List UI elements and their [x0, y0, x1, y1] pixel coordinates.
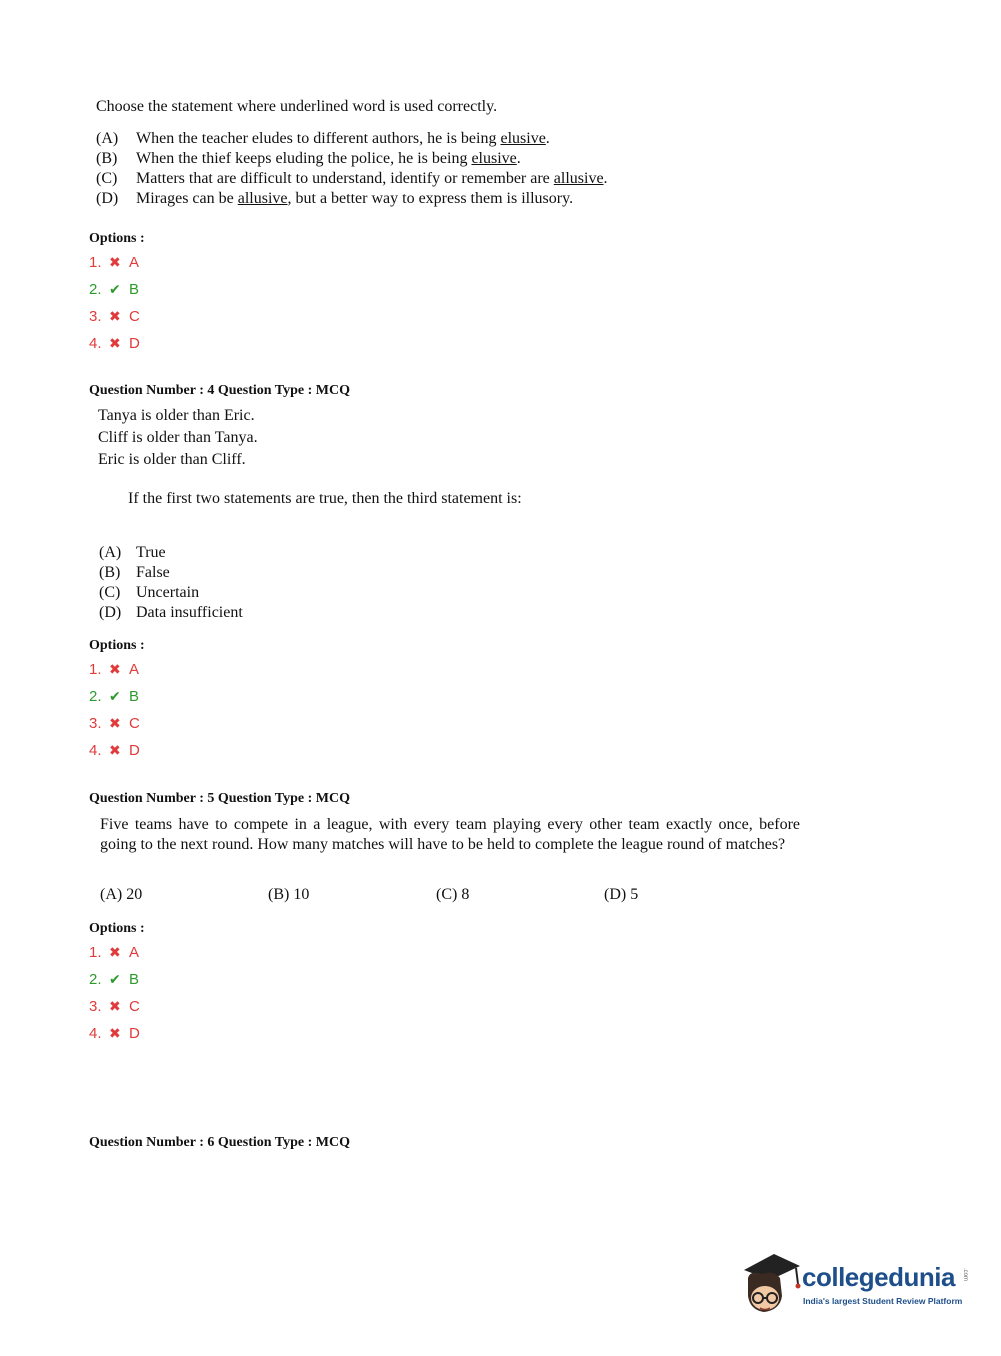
q5-header: Question Number : 5 Question Type : MCQ: [89, 791, 350, 806]
q3-options-title: Options :: [89, 231, 145, 246]
q3-option-3[interactable]: 3. ✖ C: [89, 308, 140, 325]
q3-options-list: [89, 253, 140, 361]
q3-statement-a: (A) When the teacher eludes to different authors, he is being elusive.: [96, 130, 550, 147]
q5-choice-b: (B) 10: [268, 886, 310, 903]
q4-answer-c: (C) Uncertain: [99, 584, 200, 601]
q3-option-4[interactable]: 4. ✖ D: [89, 335, 140, 352]
q3-statement-list: [96, 129, 608, 209]
q3-statement-d: (D) Mirages can be allusive, but a better way to express them is illusory.: [96, 190, 574, 207]
cross-icon: ✖: [109, 998, 121, 1014]
q4-answer-d: (D) Data insufficient: [99, 604, 243, 621]
q5-choice-a: (A) 20: [100, 886, 143, 903]
cross-icon: ✖: [109, 254, 121, 270]
cross-icon: ✖: [109, 944, 121, 960]
q5-choice-d: (D) 5: [604, 886, 639, 903]
q5-choice-c: (C) 8: [436, 886, 470, 903]
brand-tagline: India's largest Student Review Platform: [803, 1296, 963, 1306]
mascot-icon: [740, 1248, 802, 1320]
q4-option-3[interactable]: 3. ✖ C: [89, 715, 140, 732]
q4-answer-a: (A) True: [99, 544, 166, 561]
q6-header: Question Number : 6 Question Type : MCQ: [89, 1135, 350, 1150]
check-icon: ✔: [109, 281, 121, 297]
check-icon: ✔: [109, 688, 121, 704]
cross-icon: ✖: [109, 1025, 121, 1041]
brand-suffix: .com: [962, 1268, 968, 1282]
q5-choices: [100, 886, 772, 904]
q4-statement-2: Cliff is older than Tanya.: [98, 429, 258, 446]
q4-statement-1: Tanya is older than Eric.: [98, 407, 255, 424]
q4-options-list: [89, 660, 140, 768]
q3-statement-b: (B) When the thief keeps eluding the police, he is being elusive.: [96, 150, 521, 167]
cross-icon: ✖: [109, 661, 121, 677]
q4-option-2[interactable]: 2. ✔ B: [89, 688, 140, 705]
q4-options-title: Options :: [89, 638, 145, 653]
q4-option-4[interactable]: 4. ✖ D: [89, 742, 140, 759]
q5-option-3[interactable]: 3. ✖ C: [89, 998, 140, 1015]
q3-stem: Choose the statement where underlined word is used correctly.: [96, 98, 498, 115]
q5-options-list: [89, 943, 140, 1051]
q4-option-1[interactable]: 1. ✖ A: [89, 661, 140, 678]
q4-prompt: If the first two statements are true, then the third statement is:: [128, 490, 522, 507]
q4-statement-3: Eric is older than Cliff.: [98, 451, 246, 468]
q4-statements: [98, 405, 258, 471]
cross-icon: ✖: [109, 742, 121, 758]
q5-option-4[interactable]: 4. ✖ D: [89, 1025, 140, 1042]
check-icon: ✔: [109, 971, 121, 987]
q4-header: Question Number : 4 Question Type : MCQ: [89, 383, 350, 398]
q3-statement-c: (C) Matters that are difficult to understand, identify or remember are allusive.: [96, 170, 608, 187]
cross-icon: ✖: [109, 308, 121, 324]
cross-icon: ✖: [109, 715, 121, 731]
q5-option-1[interactable]: 1. ✖ A: [89, 944, 140, 961]
q3-option-1[interactable]: 1. ✖ A: [89, 254, 140, 271]
cross-icon: ✖: [109, 335, 121, 351]
q5-stem: Five teams have to compete in a league, with every team playing every other team exactly once, before going to the next round. How many matches will have to be held to complete the league round of matches?: [100, 816, 800, 853]
brand-logo[interactable]: [740, 1248, 980, 1320]
q4-answer-list: [99, 543, 243, 623]
q4-answer-b: (B) False: [99, 564, 170, 581]
brand-name: collegedunia: [802, 1262, 955, 1292]
q3-option-2[interactable]: 2. ✔ B: [89, 281, 140, 298]
q5-options-title: Options :: [89, 921, 145, 936]
q5-option-2[interactable]: 2. ✔ B: [89, 971, 140, 988]
